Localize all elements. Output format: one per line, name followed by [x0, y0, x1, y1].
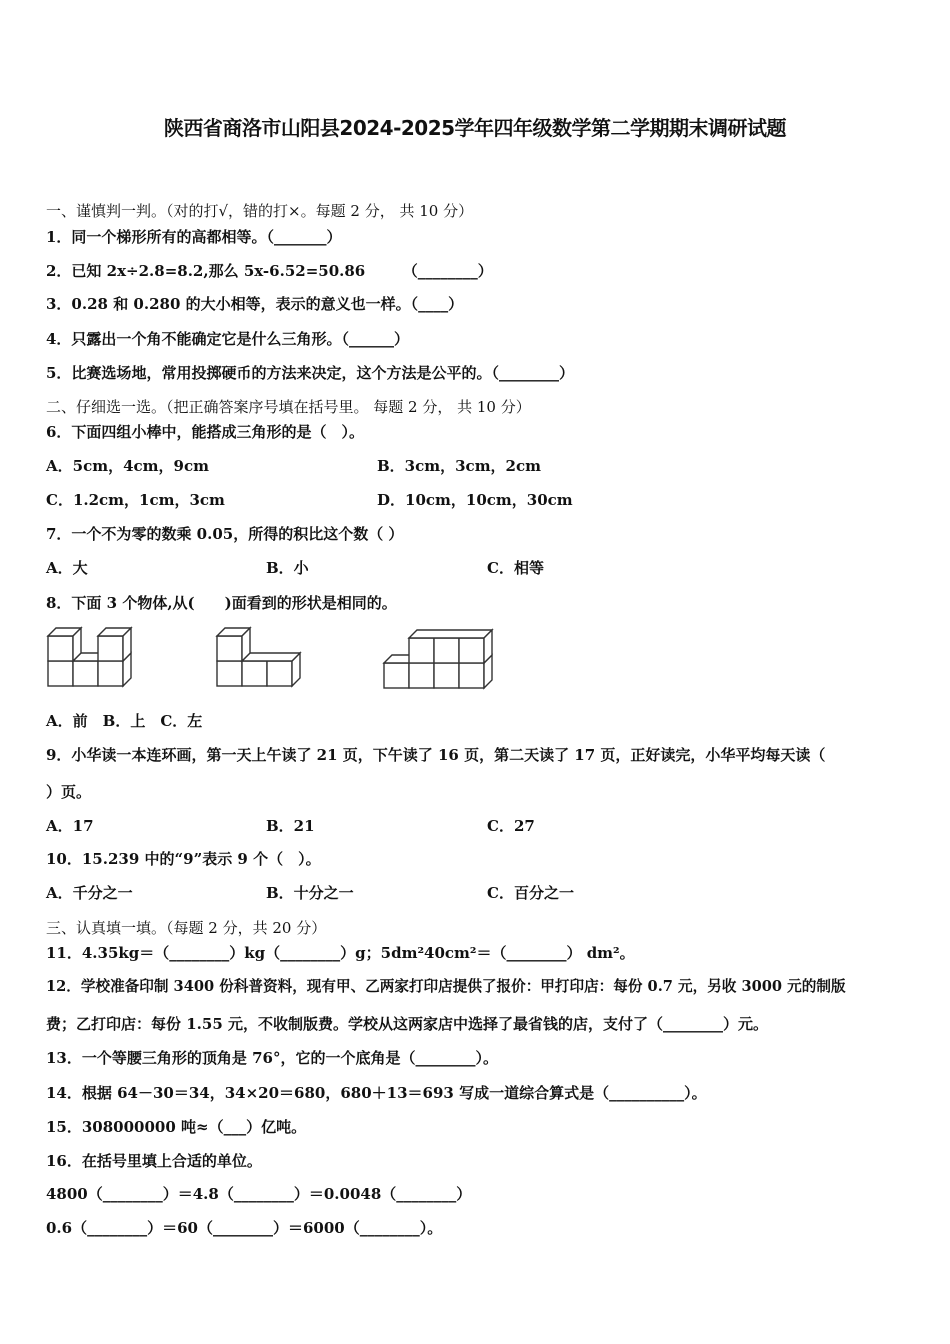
question-6-option-c: C．1.2cm，1cm，3cm — [46, 491, 225, 509]
question-9-option-c: C．27 — [487, 817, 535, 835]
question-16-line-2: 0.6（________）＝60（________）＝6000（________）。 — [46, 1219, 443, 1237]
question-9-option-b: B．21 — [266, 817, 315, 835]
question-12-line-2: 费；乙打印店：每份 1.55 元，不收制版费。学校从这两家店中选择了最省钱的店，支付了（________）元。 — [46, 1015, 768, 1033]
question-10-option-a: A．千分之一 — [46, 884, 133, 902]
question-6-option-b: B．3cm，3cm，2cm — [377, 457, 542, 475]
question-2: 2．已知 2x÷2.8=8.2,那么 5x-6.52=50.86 （________） — [46, 262, 493, 280]
question-4: 4．只露出一个角不能确定它是什么三角形。（______） — [46, 330, 409, 348]
question-11: 11．4.35kg＝（________）kg（________）g；5dm²40cm²＝（________） dm²。 — [46, 944, 635, 962]
question-15: 15．308000000 吨≈（___）亿吨。 — [46, 1118, 307, 1136]
question-7-option-c: C．相等 — [487, 559, 544, 577]
cube-figure-2 — [215, 625, 307, 689]
question-6-option-a: A．5cm，4cm，9cm — [46, 457, 209, 475]
question-5: 5．比赛选场地，常用投掷硬币的方法来决定，这个方法是公平的。（________） — [46, 364, 574, 382]
section1-heading: 一、谨慎判一判。（对的打√，错的打×。每题 2 分， 共 10 分） — [46, 202, 474, 220]
question-9-line-2: ）页。 — [46, 783, 92, 801]
question-6-option-d: D．10cm，10cm，30cm — [377, 491, 573, 509]
section3-heading: 三、认真填一填。（每题 2 分，共 20 分） — [46, 919, 327, 937]
question-12-line-1: 12．学校准备印制 3400 份科普资料，现有甲、乙两家打印店提供了报价：甲打印店：每份 0.7 元，另收 3000 元的制版 — [46, 978, 846, 995]
question-1: 1．同一个梯形所有的高都相等。（_______） — [46, 228, 342, 246]
question-10-option-c: C．百分之一 — [487, 884, 574, 902]
question-14: 14．根据 64－30＝34，34×20＝680，680＋13＝693 写成一道综合算式是（__________）。 — [46, 1084, 707, 1102]
question-7-option-b: B．小 — [266, 559, 309, 577]
question-7-option-a: A．大 — [46, 559, 88, 577]
question-13: 13．一个等腰三角形的顶角是 76°，它的一个底角是（________）。 — [46, 1049, 498, 1067]
question-10-option-b: B．十分之一 — [266, 884, 354, 902]
cube-figure-3 — [382, 627, 498, 691]
question-7: 7．一个不为零的数乘 0.05，所得的积比这个数（ ） — [46, 525, 404, 543]
cube-figure-1 — [46, 625, 138, 689]
question-16-line-1: 4800（________）＝4.8（________）＝0.0048（________） — [46, 1185, 472, 1203]
question-16: 16．在括号里填上合适的单位。 — [46, 1152, 262, 1170]
question-8-options: A．前 B．上 C．左 — [46, 712, 203, 730]
question-9-option-a: A．17 — [46, 817, 94, 835]
question-10: 10．15.239 中的“9”表示 9 个（ ）。 — [46, 850, 321, 868]
question-8: 8．下面 3 个物体,从( )面看到的形状是相同的。 — [46, 594, 397, 612]
section2-heading: 二、仔细选一选。（把正确答案序号填在括号里。 每题 2 分， 共 10 分） — [46, 398, 531, 416]
question-3: 3．0.28 和 0.280 的大小相等，表示的意义也一样。（____） — [46, 295, 464, 313]
question-6: 6．下面四组小棒中，能搭成三角形的是（ ）。 — [46, 423, 364, 441]
page-title: 陕西省商洛市山阳县2024-2025学年四年级数学第二学期期末调研试题 — [163, 116, 787, 140]
question-9-line-1: 9．小华读一本连环画，第一天上午读了 21 页，下午读了 16 页，第二天读了 17 页，正好读完，小华平均每天读（ — [46, 746, 826, 764]
